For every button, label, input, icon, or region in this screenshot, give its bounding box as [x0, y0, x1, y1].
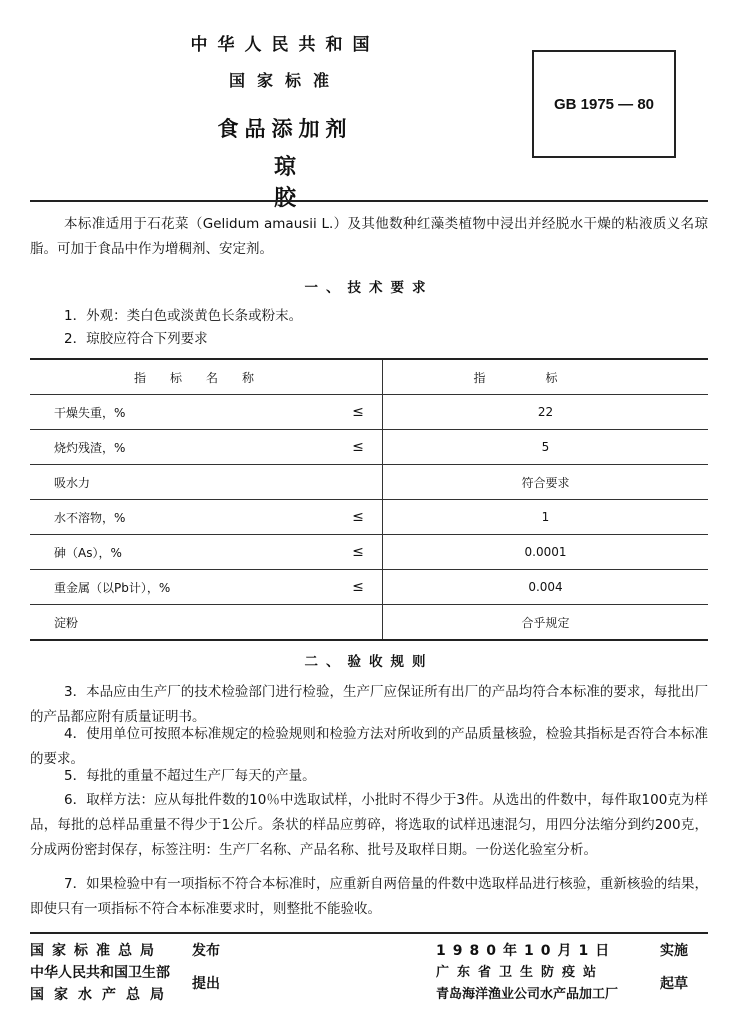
product-name: 琼胶: [273, 155, 386, 211]
proposer-1: 中华人民共和国卫生部: [30, 965, 170, 981]
section2-paragraph-3: 3．本品应由生产厂的技术检验部门进行检验，生产厂应保证所有出厂的产品均符合本标准的要求，每批出厂的产品都应附有质量证明书。: [30, 684, 708, 725]
table-header-name: 指标名称: [30, 359, 383, 395]
section2-title: 二、验收规则: [304, 654, 434, 670]
section2-paragraph-5: 5．每批的重量不超过生产厂每天的产量。: [64, 768, 316, 784]
row-operator: ≤: [334, 535, 383, 570]
section1-item-2: 2．琼胶应符合下列要求: [64, 331, 208, 347]
standard-code-box: [532, 50, 676, 158]
row-operator: ≤: [334, 395, 383, 430]
row-name: 重金属（以Pb计），%: [30, 570, 334, 605]
section2-paragraph-6: 6．取样方法：应从每批件数的10％中选取试样，小批时不得少于3件。从选出的件数中，每件取100克为样品，每批的总样品重量不得少于1公斤。条状的样品应剪碎，将选取的试样迅速混匀，用四分法缩分到约200克，分成两份密封保存，标签注明：生产厂名称、产品名称、批号及取样日期。一份送化验室分析。: [30, 792, 708, 858]
table-row: [30, 395, 708, 430]
table-row: [30, 430, 708, 465]
propose-label: 提出: [192, 976, 220, 992]
row-name: 烧灼残渣，%: [30, 430, 334, 465]
row-value: 1: [383, 500, 709, 535]
proposer-2: 国家水产总局: [30, 987, 174, 1003]
table-row: [30, 465, 708, 500]
header-divider: [30, 200, 708, 202]
row-name: 水不溶物，%: [30, 500, 334, 535]
row-value: 符合要求: [383, 465, 709, 500]
row-value: 0.004: [383, 570, 709, 605]
row-value: 22: [383, 395, 709, 430]
row-operator: ≤: [334, 570, 383, 605]
row-operator: ≤: [334, 430, 383, 465]
footer-left: [30, 940, 230, 1006]
issuer: 国家标准总局: [30, 943, 162, 959]
section1-item-1: 1．外观：类白色或淡黄色长条或粉末。: [64, 308, 303, 324]
section2-paragraph-7: 7．如果检验中有一项指标不符合本标准时，应重新自两倍量的件数中选取样品进行核验，重新核验的结果，即使只有一项指标不符合本标准要求时，则整批不能验收。: [30, 876, 708, 917]
row-value: 5: [383, 430, 709, 465]
drafter-1: 广东省卫生防疫站: [436, 965, 605, 980]
category-title: 食品添加剂: [217, 117, 353, 141]
table-row: [30, 535, 708, 570]
section2-paragraph-4: 4．使用单位可按照本标准规定的检验规则和检验方法对所收到的产品质量核验，检验其指标是否符合本标准的要求。: [30, 726, 708, 767]
footer-divider: [30, 932, 708, 934]
date-label: 实施: [660, 943, 688, 959]
row-value: 0.0001: [383, 535, 709, 570]
row-name: 砷（As），%: [30, 535, 334, 570]
product-title: [150, 150, 420, 212]
table-row: [30, 500, 708, 535]
row-name: 吸水力: [30, 465, 334, 500]
drafter-2: 青岛海洋渔业公司水产品加工厂: [436, 987, 619, 1002]
row-operator: [334, 465, 383, 500]
table-header-row: [30, 359, 708, 395]
standard-type-title: 国家标准: [228, 71, 341, 90]
effective-date: 1980年10月1日: [436, 943, 617, 959]
country-title: 中华人民共和国: [190, 35, 380, 55]
table-row: [30, 570, 708, 605]
row-operator: [334, 605, 383, 641]
row-operator: ≤: [334, 500, 383, 535]
footer-right: [436, 940, 708, 1006]
issue-label: 发布: [192, 943, 220, 959]
row-name: 淀粉: [30, 605, 334, 641]
section1-title: 一、技术要求: [304, 280, 434, 296]
table-header-value: 指标: [383, 359, 709, 395]
intro-paragraph: 本标准适用于石花菜（Gelidum amausii L.）及其他数种红藻类植物中浸出并经脱水干燥的粘液质义名琼脂。可加于食品中作为增稠剂、安定剂。: [30, 216, 708, 257]
standard-code: GB 1975 — 80: [553, 95, 655, 113]
row-name: 干燥失重，%: [30, 395, 334, 430]
draft-label: 起草: [660, 976, 688, 992]
row-value: 合乎规定: [383, 605, 709, 641]
table-row: [30, 605, 708, 641]
spec-table: [30, 358, 708, 641]
